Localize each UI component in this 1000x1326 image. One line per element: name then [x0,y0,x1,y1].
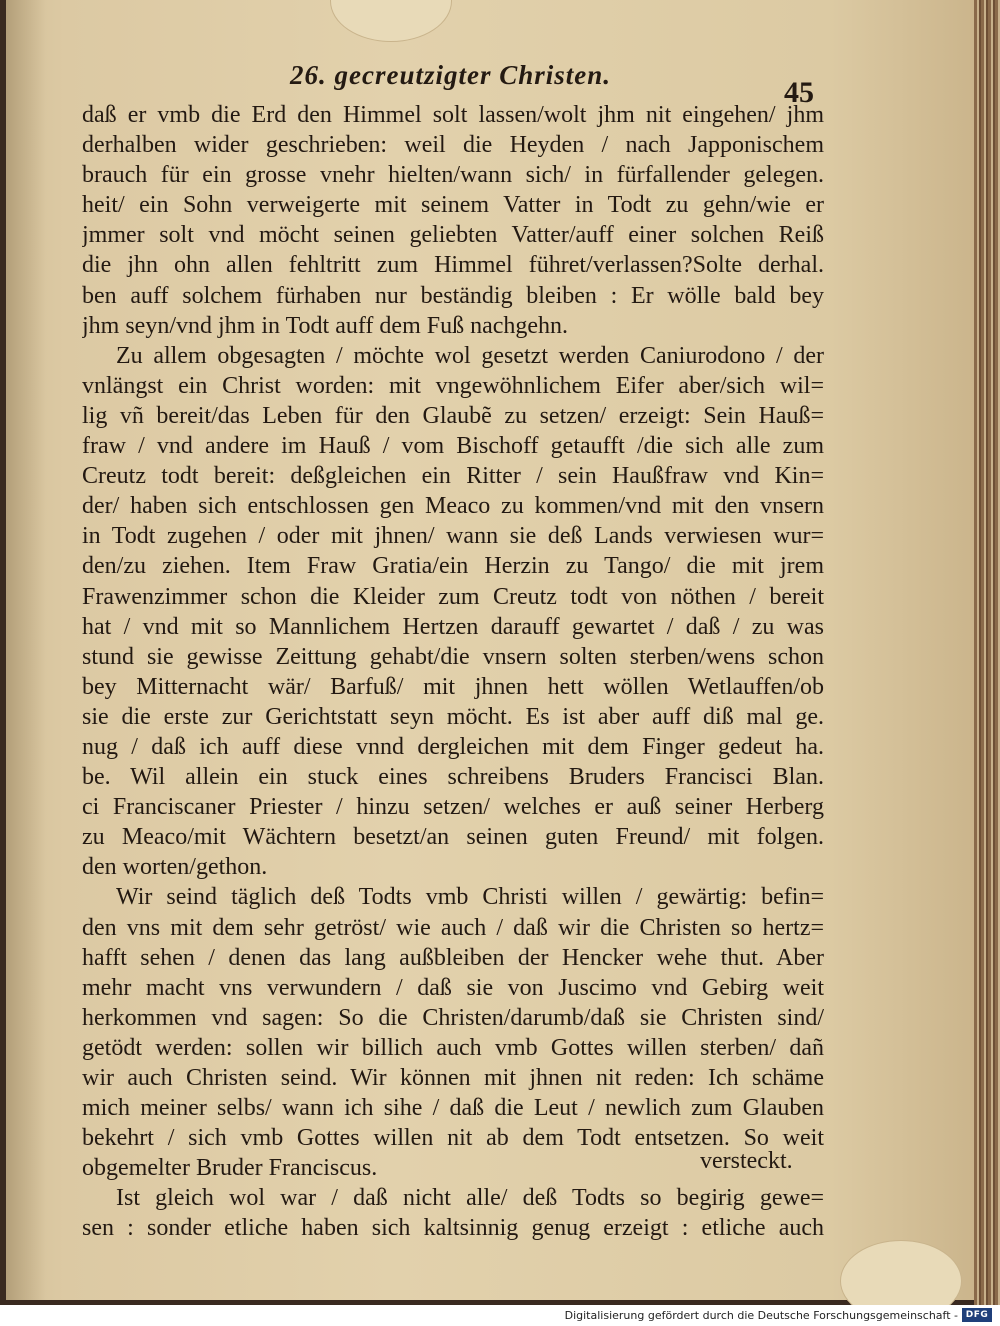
text-line: stund sie gewisse Zeittung gehabt/die vnsern solten sterben/wens schon [82,643,824,670]
text-line: vnlängst ein Christ worden: mit vngewöhnlichem Eifer aber/sich wil= [82,372,824,399]
text-line: derhalben wider geschrieben: weil die Heyden / nach Japponischem [82,132,824,159]
text-line: sen : sonder etliche haben sich kaltsinnig genug erzeigt : etliche auch [82,1215,824,1242]
text-line: Zu allem obgesagten / möchte wol gesetzt werden Caniurodono / der [116,342,824,369]
catchword: versteckt. [700,1148,793,1174]
text-line: herkommen vnd sagen: So die Christen/darumb/daß sie Christen sind/ [82,1004,824,1031]
text-line: in Todt zugehen / oder mit jhnen/ wann sie deß Lands verwiesen wur= [82,523,824,550]
text-line: daß er vmb die Erd den Himmel solt lassen/wolt jhm nit eingehen/ jhm [82,102,824,128]
text-line: hafft sehen / denen das lang außbleiben der Hencker wehe thut. Aber [82,944,824,971]
text-line: Creutz todt bereit: deßgleichen ein Ritter / sein Haußfraw vnd Kin= [82,463,824,490]
body-text [82,100,824,1244]
text-line: der/ haben sich entschlossen gen Meaco zu kommen/vnd mit den vnsern [82,493,824,520]
text-line: getödt werden: sollen wir billich auch vmb Gottes willen sterben/ dañ [82,1034,824,1061]
text-line: Ist gleich wol war / daß nicht alle/ deß Todts so begirig gewe= [116,1185,824,1212]
text-line: be. Wil allein ein stuck eines schreibens Bruders Francisci Blan. [82,764,824,791]
text-line: hat / vnd mit so Mannlichem Hertzen darauff gewartet / daß / zu was [82,613,824,640]
text-line: ben auff solchem fürhaben nur beständig bleiben : Er wölle bald bey [82,282,824,309]
text-line: den worten/gethon. [82,854,268,881]
text-line: brauch für ein grosse vnehr hielten/wann sich/ in fürfallender gelegen. [82,162,824,189]
text-line: nug / daß ich auff diese vnnd dergleichen mit dem Finger gedeut ha. [82,733,824,760]
text-line: wir auch Christen seind. Wir können mit jhnen nit reden: Ich schäme [82,1065,824,1091]
text-line: mich meiner selbs/ wann ich sihe / daß die Leut / newlich zum Glauben [82,1095,824,1122]
page-number: 45 [784,76,814,109]
text-line: bey Mitternacht wär/ Barfuß/ mit jhnen hett wöllen Wetlauffen/ob [82,673,824,700]
gutter-shadow [6,0,46,1300]
text-line: sie die erste zur Gerichtstatt seyn möcht. Es ist aber auff diß mal ge. [82,703,824,730]
text-line: ci Franciscaner Priester / hinzu setzen/ welches er auß seiner Herberg [82,794,824,821]
text-line: zu Meaco/mit Wächtern besetzt/an seinen guten Freund/ mit folgen. [82,824,824,851]
text-line: heit/ ein Sohn verweigerte mit seinem Vatter in Todt zu gehn/wie er [82,192,824,219]
text-line: die jhn ohn allen fehltritt zum Himmel führet/verlassen?Solte derhal. [82,252,824,279]
funding-caption: Digitalisierung gefördert durch die Deutsche Forschungsgemeinschaft - [564,1309,958,1322]
text-line: jhm seyn/vnd jhm in Todt auff dem Fuß nachgehn. [82,312,569,339]
text-line: bekehrt / sich vmb Gottes willen nit ab dem Todt entsetzen. So weit [82,1125,824,1152]
footer-bar [0,1305,1000,1326]
text-line: den vns mit dem sehr getröst/ wie auch / daß wir die Christen so hertz= [82,914,824,941]
text-line: obgemelter Bruder Franciscus. [82,1155,378,1182]
page-edges [974,0,1000,1305]
text-line: Frawenzimmer schon die Kleider zum Creutz todt von nöthen / bereit [82,583,824,610]
text-line: jmmer solt vnd möcht seinen geliebten Vatter/auff einer solchen Reiß [82,222,824,249]
text-line: mehr macht vns verwundern / daß sie von Juscimo vnd Gebirg weit [82,974,824,1001]
dfg-logo: DFG [962,1308,992,1322]
text-line: lig vñ bereit/das Leben für den Glaubẽ zu setzen/ erzeigt: Sein Hauß= [82,402,824,429]
text-line: den/zu ziehen. Item Fraw Gratia/ein Herzin zu Tango/ die mit jrem [82,553,824,580]
text-line: fraw / vnd andere im Hauß / vom Bischoff getaufft /die sich alle zum [82,433,824,460]
running-title: 26. gecreutzigter Christen. [290,60,612,90]
text-line: Wir seind täglich deß Todts vmb Christi willen / gewärtig: befin= [116,884,824,911]
